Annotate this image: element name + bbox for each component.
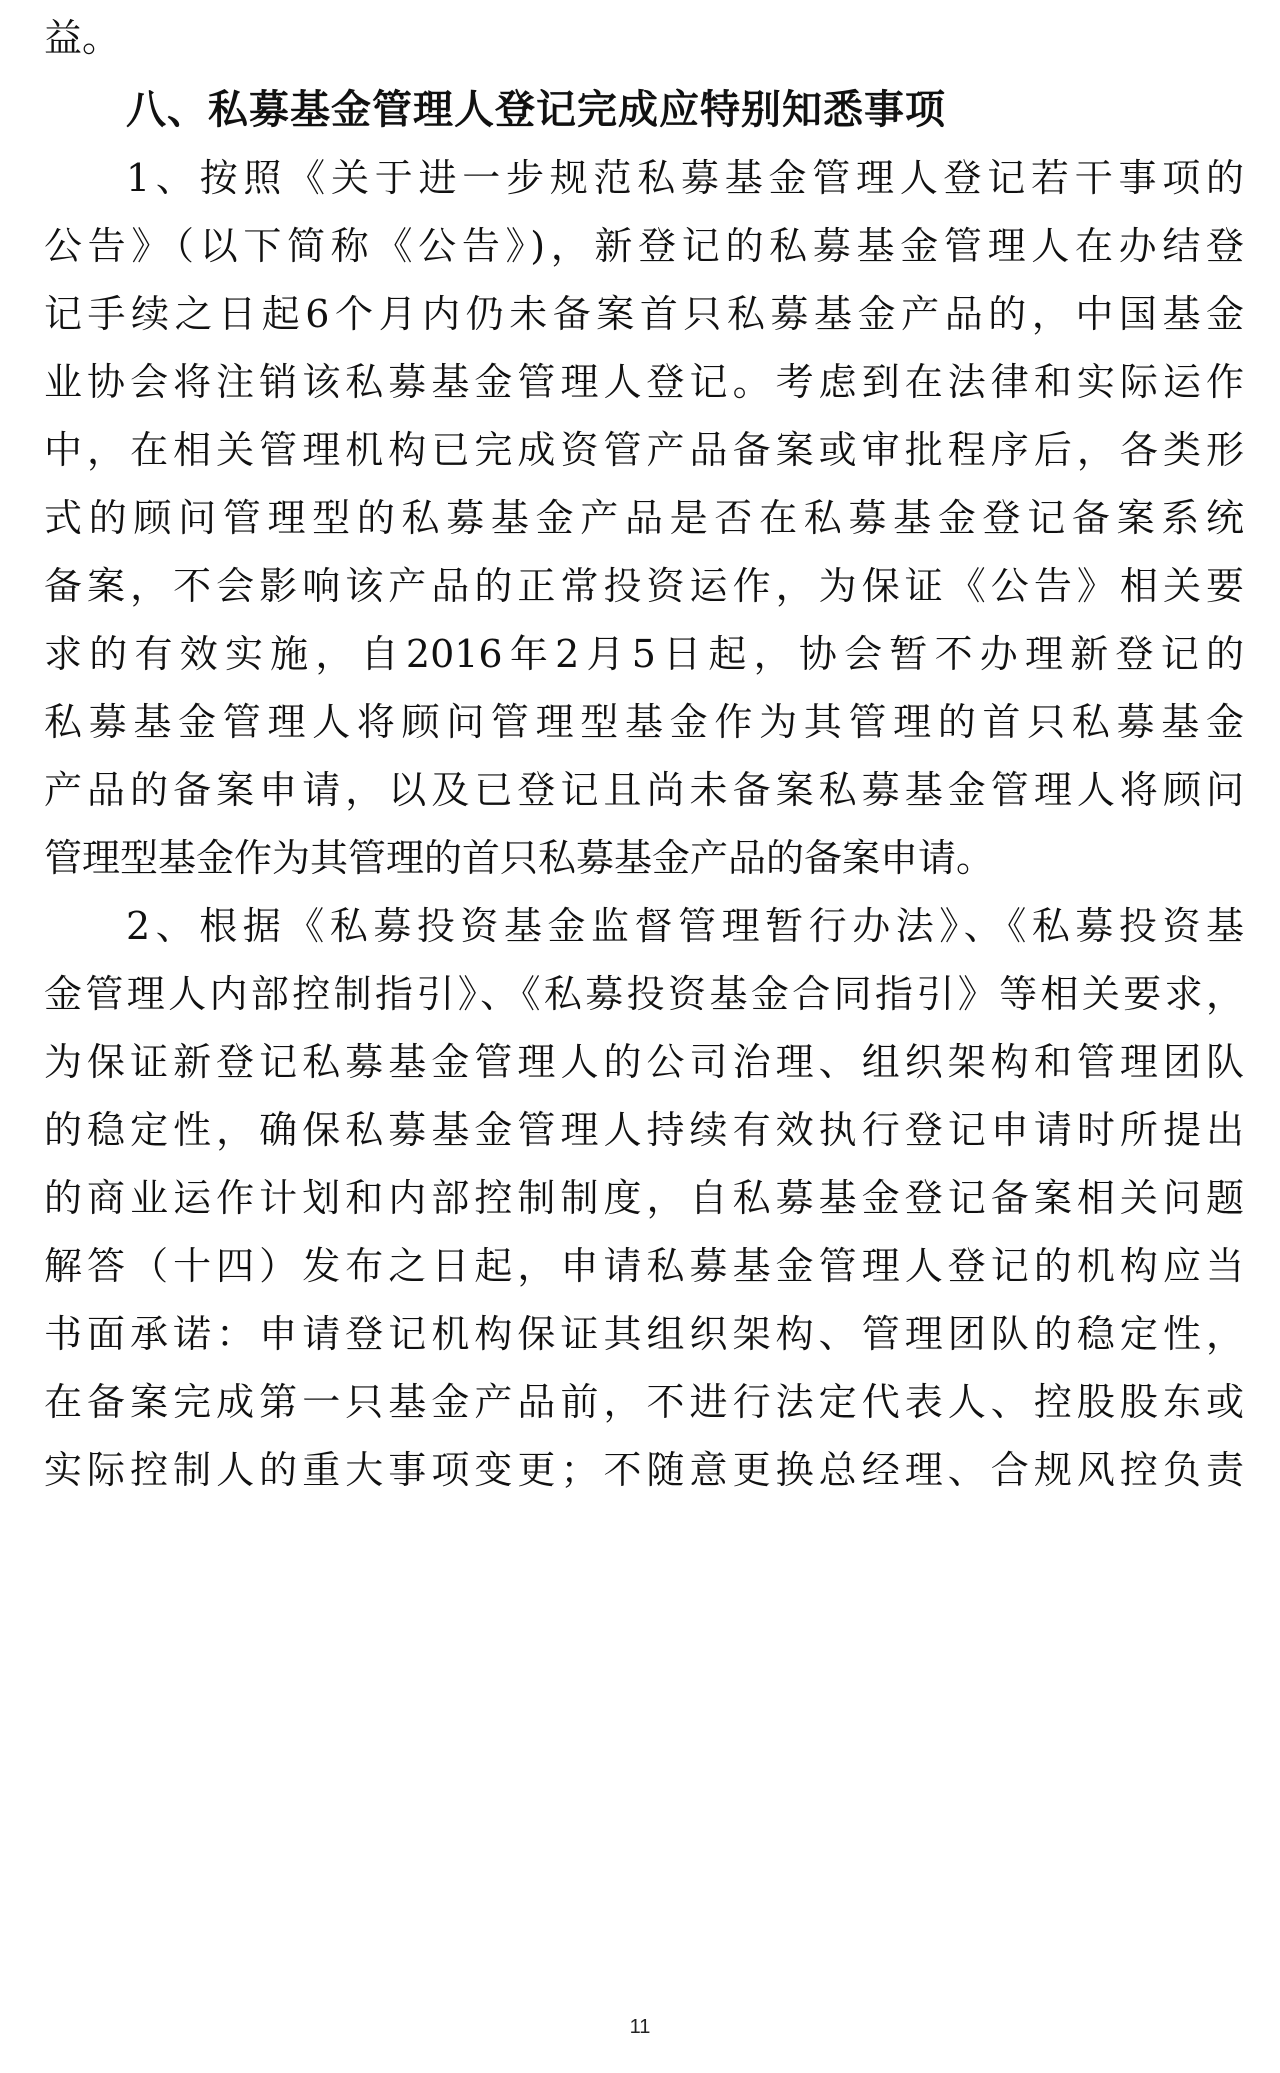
paragraph-1-line-6: 式的顾问管理型的私募基金产品是否在私募基金登记备案系统 [44,496,1244,540]
paragraph-1-line-11: 管理型基金作为其管理的首只私募基金产品的备案申请。 [44,836,995,880]
paragraph-2-line-9: 实际控制人的重大事项变更；不随意更换总经理、合规风控负责 [44,1448,1244,1492]
section-heading-8: 八、私募基金管理人登记完成应特别知悉事项 [126,86,946,133]
paragraph-1-line-4: 业协会将注销该私募基金管理人登记。考虑到在法律和实际运作 [44,360,1244,404]
paragraph-1-line-8: 求的有效实施，自2016年2月5日起，协会暂不办理新登记的 [44,632,1244,676]
paragraph-2-line-7: 书面承诺：申请登记机构保证其组织架构、管理团队的稳定性， [44,1312,1244,1356]
paragraph-2-line-8: 在备案完成第一只基金产品前，不进行法定代表人、控股股东或 [44,1380,1244,1424]
paragraph-2-line-5: 的商业运作计划和内部控制制度，自私募基金登记备案相关问题 [44,1176,1244,1220]
paragraph-1-line-1: 1、按照《关于进一步规范私募基金管理人登记若干事项的 [126,156,1244,200]
paragraph-1-line-5: 中，在相关管理机构已完成资管产品备案或审批程序后，各类形 [44,428,1244,472]
paragraph-2-line-2: 金管理人内部控制指引》、《私募投资基金合同指引》等相关要求， [44,972,1244,1016]
paragraph-1-line-7: 备案，不会影响该产品的正常投资运作，为保证《公告》相关要 [44,564,1244,608]
paragraph-2-line-1: 2、根据《私募投资基金监督管理暂行办法》、《私募投资基 [126,904,1244,948]
paragraph-1-line-3: 记手续之日起6个月内仍未备案首只私募基金产品的，中国基金 [44,292,1244,336]
text-line-1: 益。 [44,16,121,60]
paragraph-2-line-3: 为保证新登记私募基金管理人的公司治理、组织架构和管理团队 [44,1040,1244,1084]
paragraph-2-line-6: 解答（十四）发布之日起，申请私募基金管理人登记的机构应当 [44,1244,1244,1288]
paragraph-2-line-4: 的稳定性，确保私募基金管理人持续有效执行登记申请时所提出 [44,1108,1244,1152]
paragraph-1-line-2: 公告》（以下简称《公告》)，新登记的私募基金管理人在办结登 [44,224,1244,268]
page-number: 11 [629,2016,651,2038]
paragraph-1-line-10: 产品的备案申请，以及已登记且尚未备案私募基金管理人将顾问 [44,768,1244,812]
paragraph-1-line-9: 私募基金管理人将顾问管理型基金作为其管理的首只私募基金 [44,700,1244,744]
